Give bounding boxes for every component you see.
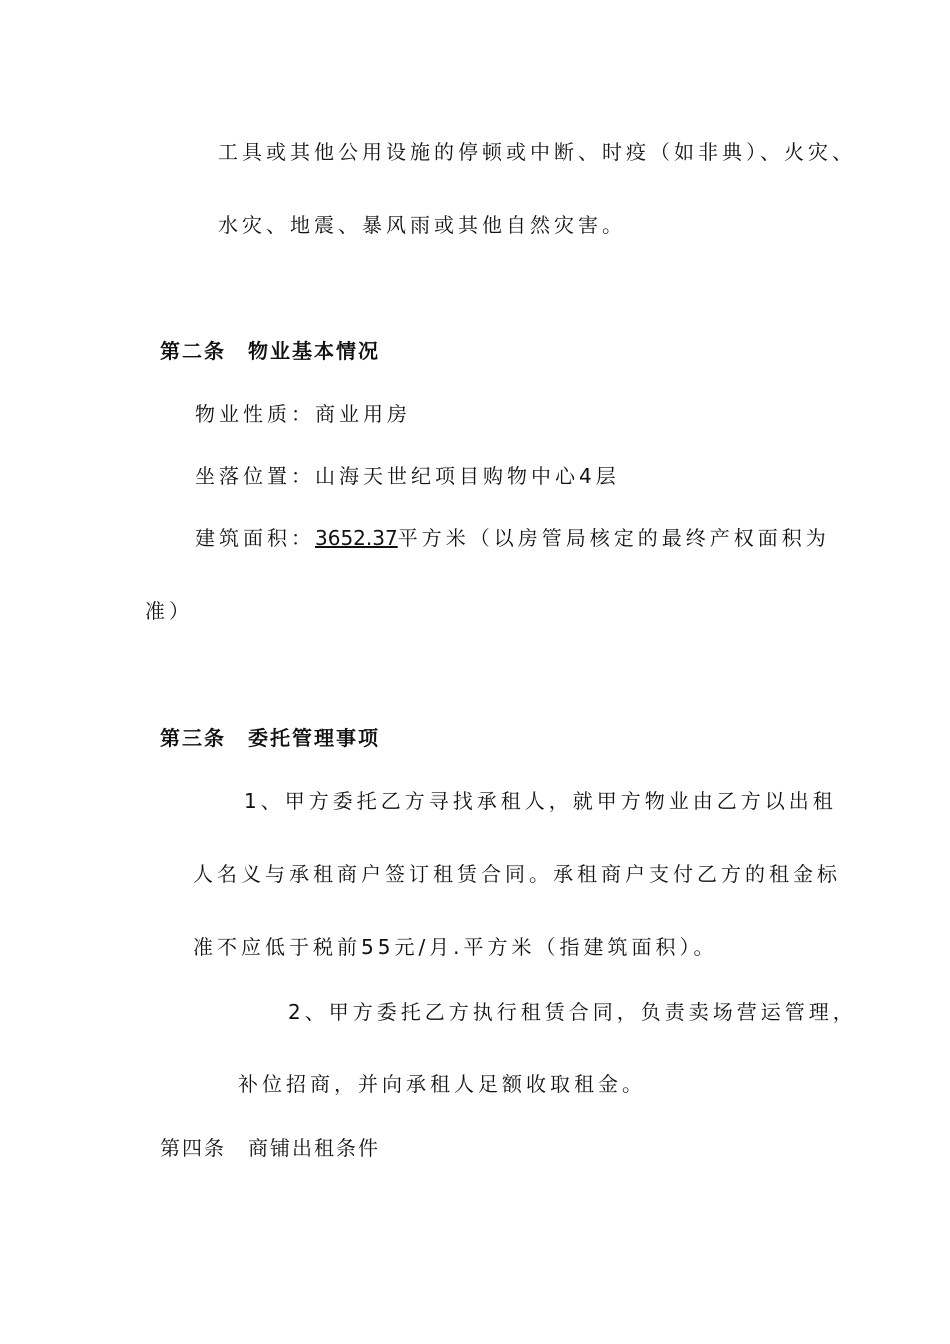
article-4-heading <box>160 1134 380 1162</box>
article-3-title: 委托管理事项 <box>248 726 380 750</box>
force-majeure-line-1: 工具或其他公用设施的停顿或中断、时疫（如非典）、火灾、 <box>218 140 856 164</box>
force-majeure-line-2: 水灾、地震、暴风雨或其他自然灾害。 <box>218 213 626 237</box>
item-1-line-2: 人名义与承租商户签订租赁合同。承租商户支付乙方的租金标 <box>193 862 841 886</box>
property-location <box>195 462 620 490</box>
article-4-title: 商铺出租条件 <box>248 1136 380 1160</box>
property-area-label: 建筑面积： <box>195 526 315 550</box>
item-1-line-3: 准不应低于税前55元/月.平方米（指建筑面积）。 <box>193 935 718 959</box>
article-2-title: 物业基本情况 <box>248 339 380 363</box>
property-location-value: 山海天世纪项目购物中心4层 <box>315 464 620 488</box>
property-area-continuation: 准） <box>145 599 193 623</box>
article-4-number: 第四条 <box>160 1136 226 1160</box>
property-nature-value: 商业用房 <box>315 402 411 426</box>
property-location-label: 坐落位置： <box>195 464 315 488</box>
property-nature <box>195 400 411 428</box>
property-area-suffix: 平方米（以房管局核定的最终产权面积为 <box>397 526 830 550</box>
property-nature-label: 物业性质： <box>195 402 315 426</box>
property-area-value: 3652.37 <box>315 526 398 550</box>
article-3-heading <box>160 724 380 752</box>
item-2-line-2: 补位招商，并向承租人足额收取租金。 <box>238 1072 646 1096</box>
article-3-number: 第三条 <box>160 726 226 750</box>
item-2-line-1: 2、甲方委托乙方执行租赁合同，负责卖场营运管理， <box>288 1000 857 1024</box>
item-1-line-1: 1、甲方委托乙方寻找承租人，就甲方物业由乙方以出租 <box>244 789 837 813</box>
article-2-heading <box>160 337 380 365</box>
property-area <box>195 524 830 552</box>
article-2-number: 第二条 <box>160 339 226 363</box>
